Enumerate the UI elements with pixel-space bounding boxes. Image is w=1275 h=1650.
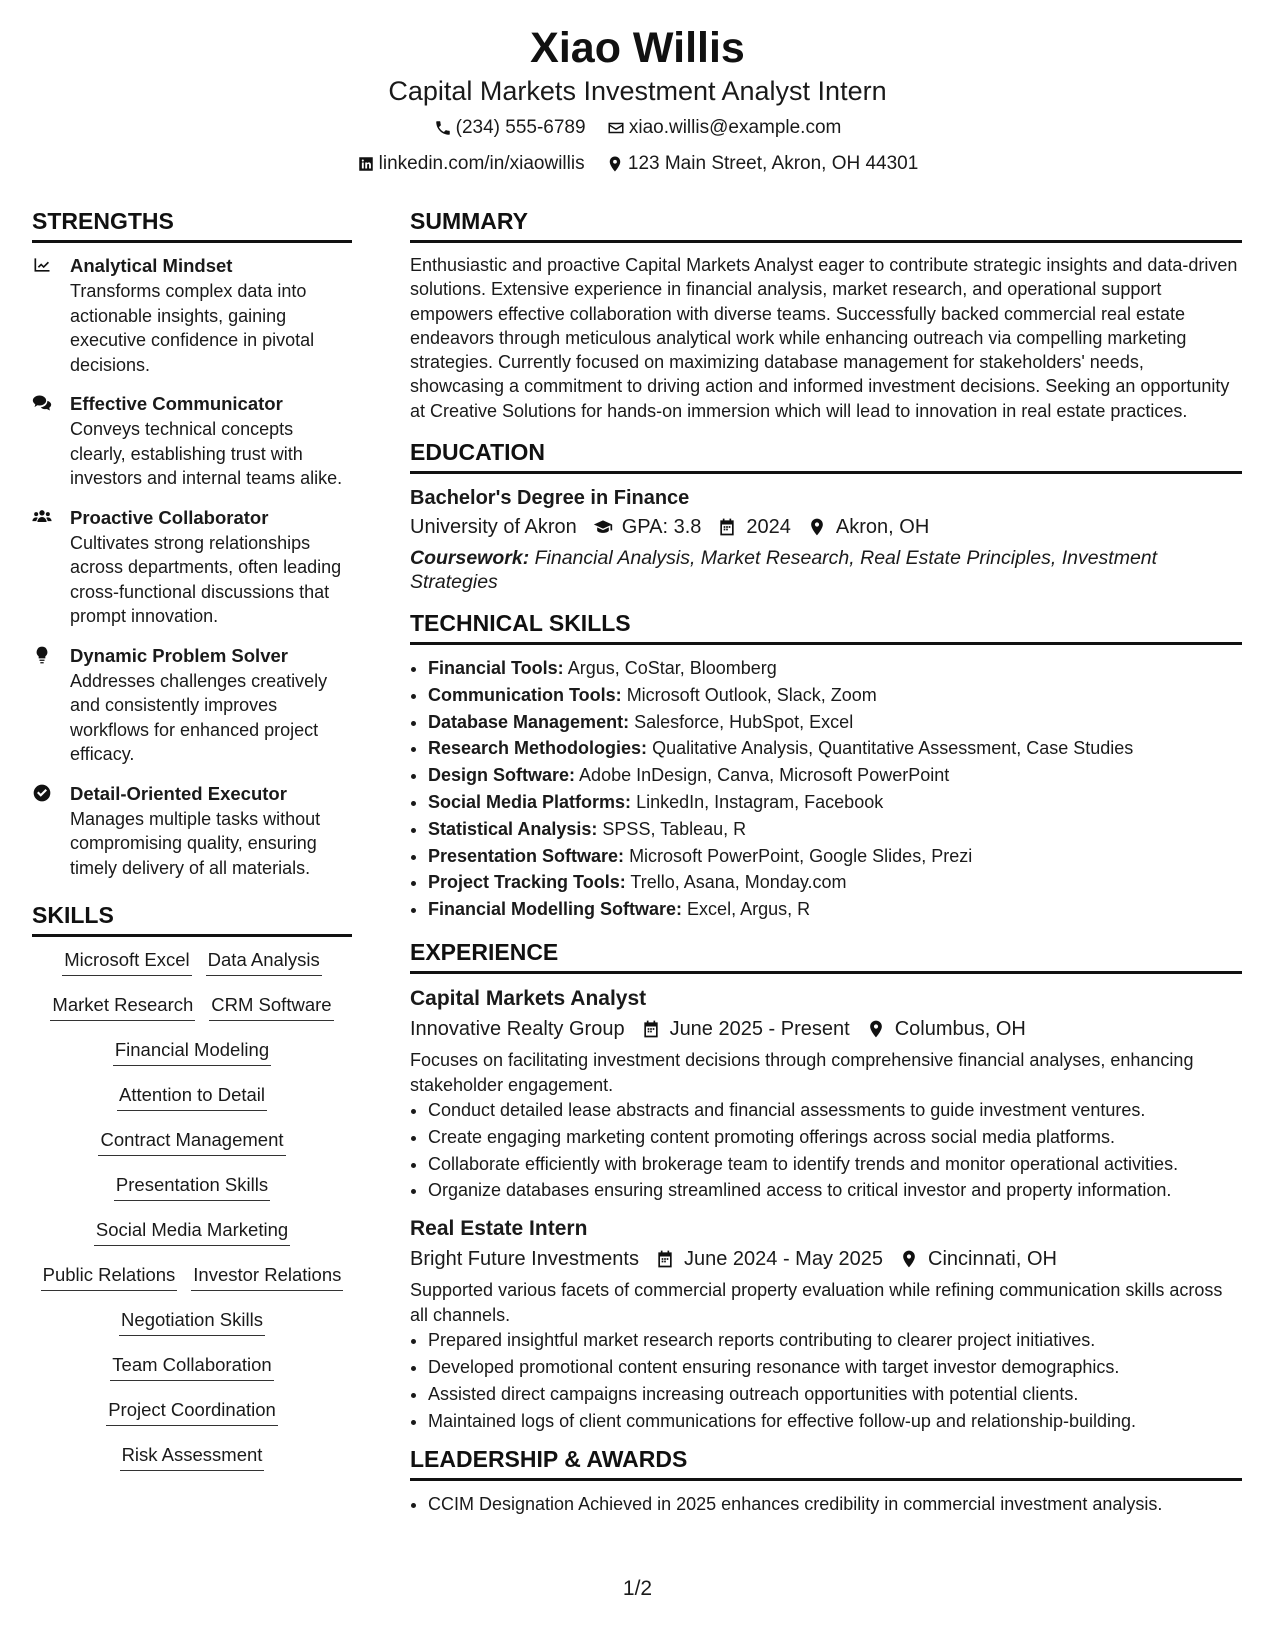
technical-skills-list — [410, 655, 1242, 923]
location-text: Columbus, OH — [894, 1018, 1026, 1041]
map-marker-icon — [807, 517, 827, 537]
dates-text: June 2024 - May 2025 — [683, 1248, 884, 1271]
coursework-text: Financial Analysis, Market Research, Real Estate Principles, Investment Strategies — [410, 547, 1158, 594]
tech-skill-label: Research Methodologies: — [428, 738, 648, 759]
strength-item — [32, 643, 352, 767]
tech-skill-item — [428, 896, 1242, 923]
email-contact[interactable] — [607, 116, 842, 140]
map-marker-icon — [899, 1249, 919, 1269]
job-dates — [655, 1244, 883, 1274]
skill-chip: CRM Software — [209, 992, 333, 1021]
skill-chip: Contract Management — [98, 1127, 285, 1156]
tech-skill-item — [428, 869, 1242, 896]
skill-chip: Negotiation Skills — [119, 1307, 265, 1336]
tech-skill-value: Salesforce, HubSpot, Excel — [634, 711, 854, 732]
skill-chip: Public Relations — [41, 1262, 178, 1291]
strength-item — [32, 253, 352, 377]
candidate-name: Xiao Willis — [530, 24, 745, 72]
job-bullet: • Developed promotional content ensuring resonance with target investor demographics. — [428, 1354, 1242, 1381]
users-icon — [32, 507, 52, 527]
tech-skill-value: SPSS, Tableau, R — [602, 818, 747, 839]
tech-skill-label: Communication Tools: — [428, 684, 622, 705]
strength-title: Analytical Mindset — [70, 255, 233, 276]
address-contact — [606, 152, 918, 176]
summary-text: Enthusiastic and proactive Capital Markets Analyst eager to contribute strategic insights and data-driven solutions. Extensive experience in financial analysis, market research, and operational support empowers effective collaboration with diverse teams. Successfully backed commercial real estate endeavors through meticulous analytical work while enhancing outreach via compelling marketing strategies. Currently focused on maximizing database management for stakeholders' needs, showcasing a commitment to driving action and informed investment decisions. Seeking an opportunity at Creative Solutions for hands-on immersion which will lead to innovation in real estate practices. — [410, 255, 1238, 421]
award-item: • CCIM Designation Achieved in 2025 enhances credibility in commercial investment analysis. — [428, 1491, 1242, 1518]
calendar-icon — [641, 1019, 661, 1039]
company-name: Bright Future Investments — [410, 1248, 639, 1271]
job-meta — [410, 1244, 1242, 1274]
page-number: 1/2 — [622, 1577, 653, 1600]
job-description: Supported various facets of commercial property evaluation while refining communication skills across all channels. — [410, 1280, 1223, 1325]
strength-title: Proactive Collaborator — [70, 506, 269, 528]
job-meta — [410, 1014, 1242, 1044]
job-location — [866, 1014, 1026, 1044]
company-name: Innovative Realty Group — [410, 1018, 625, 1041]
tech-skill-label: Social Media Platforms: — [428, 792, 632, 813]
comments-icon — [32, 393, 52, 413]
location-text: Cincinnati, OH — [928, 1248, 1057, 1271]
tech-skill-label: Financial Modelling Software: — [428, 899, 683, 920]
strength-desc: Addresses challenges creatively and consistently improves workflows for enhanced project efficacy. — [70, 670, 328, 764]
dates-text: June 2025 - Present — [669, 1018, 850, 1041]
linkedin-icon — [357, 155, 375, 173]
skill-chip: Risk Assessment — [120, 1442, 265, 1471]
strength-item — [32, 391, 352, 491]
tech-skill-value: Excel, Argus, R — [687, 899, 811, 920]
skill-chip: Financial Modeling — [113, 1037, 271, 1066]
contact-row-1 — [0, 116, 1275, 144]
graduation-year — [717, 512, 791, 542]
year-text: 2024 — [746, 516, 791, 539]
strength-desc: Transforms complex data into actionable insights, gaining executive confidence in pivotal decisions. — [70, 281, 315, 375]
job-dates — [641, 1014, 850, 1044]
strength-title: Effective Communicator — [70, 393, 283, 414]
tech-skill-item — [428, 709, 1242, 736]
lightbulb-icon — [32, 645, 52, 665]
job-location — [899, 1244, 1057, 1274]
job-bullets — [410, 1097, 1242, 1204]
skill-chip: Social Media Marketing — [94, 1217, 290, 1246]
job-title: Real Estate Intern — [410, 1217, 588, 1241]
skill-chip: Presentation Skills — [114, 1172, 270, 1201]
tech-skill-label: Design Software: — [428, 765, 576, 786]
tech-skill-value: Trello, Asana, Monday.com — [630, 872, 847, 893]
strength-title: Detail-Oriented Executor — [70, 782, 287, 804]
tech-skill-item — [428, 762, 1242, 789]
map-marker-icon — [866, 1019, 886, 1039]
check-circle-icon — [32, 783, 52, 803]
tech-skill-item — [428, 816, 1242, 843]
tech-skill-value: Adobe InDesign, Canva, Microsoft PowerPoint — [579, 765, 950, 786]
skill-chip: Attention to Detail — [117, 1082, 267, 1111]
graduation-cap-icon — [593, 517, 613, 537]
tech-skill-label: Project Tracking Tools: — [428, 872, 626, 893]
right-column — [410, 206, 1242, 1532]
job-bullets — [410, 1327, 1242, 1434]
phone-contact — [434, 116, 586, 140]
tech-skill-value: Argus, CoStar, Bloomberg — [567, 658, 777, 679]
skills-heading: SKILLS — [32, 900, 352, 937]
tech-skill-label: Financial Tools: — [428, 658, 564, 679]
job-title: Capital Markets Analyst — [410, 987, 647, 1011]
skill-chip: Microsoft Excel — [62, 947, 191, 976]
job-entry — [410, 984, 1242, 1204]
education-meta — [410, 512, 1242, 542]
degree-title: Bachelor's Degree in Finance — [410, 487, 690, 510]
address-text: 123 Main Street, Akron, OH 44301 — [627, 153, 919, 174]
leadership-heading: LEADERSHIP & AWARDS — [410, 1444, 1242, 1481]
tech-skill-value: Qualitative Analysis, Quantitative Assessment, Case Studies — [652, 738, 1134, 759]
linkedin-contact[interactable] — [357, 152, 585, 176]
tech-skill-item — [428, 843, 1242, 870]
strength-desc: Conveys technical concepts clearly, establishing trust with investors and internal teams alike. — [70, 419, 343, 488]
chart-line-icon — [32, 255, 52, 275]
leadership-list — [410, 1491, 1242, 1518]
location-text: Akron, OH — [835, 516, 930, 539]
strengths-list — [32, 253, 352, 880]
technical-skills-heading: TECHNICAL SKILLS — [410, 608, 1242, 645]
skill-chip: Team Collaboration — [110, 1352, 273, 1381]
skill-chip: Project Coordination — [106, 1397, 278, 1426]
skill-chip: Investor Relations — [191, 1262, 343, 1291]
job-entry — [410, 1214, 1242, 1434]
coursework — [410, 546, 1242, 594]
education-heading: EDUCATION — [410, 437, 1242, 474]
job-bullet: • Create engaging marketing content promoting offerings across social media platforms. — [428, 1124, 1242, 1151]
email-text: xiao.willis@example.com — [628, 117, 842, 138]
strength-desc: Manages multiple tasks without compromising quality, ensuring timely delivery of all materials. — [70, 808, 321, 878]
tech-skill-value: LinkedIn, Instagram, Facebook — [636, 792, 884, 813]
tech-skill-item — [428, 655, 1242, 682]
tech-skill-label: Database Management: — [428, 711, 630, 732]
job-bullet: • Conduct detailed lease abstracts and financial assessments to guide investment ventures. — [428, 1097, 1242, 1124]
job-bullet: • Organize databases ensuring streamlined access to critical investor and property information. — [428, 1177, 1242, 1204]
coursework-label: Coursework: — [410, 547, 530, 570]
strength-item — [32, 781, 352, 881]
experience-heading: EXPERIENCE — [410, 937, 1242, 974]
job-bullet: • Collaborate efficiently with brokerage team to identify trends and monitor operational activities. — [428, 1151, 1242, 1178]
linkedin-text: linkedin.com/in/xiaowillis — [378, 153, 585, 174]
gpa-text: GPA: 3.8 — [621, 516, 702, 539]
strengths-heading: STRENGTHS — [32, 206, 352, 243]
candidate-title: Capital Markets Investment Analyst Intern — [388, 76, 887, 106]
tech-skill-label: Statistical Analysis: — [428, 818, 598, 839]
tech-skill-label: Presentation Software: — [428, 845, 625, 866]
school-name: University of Akron — [410, 516, 577, 539]
resume-header — [0, 22, 1275, 180]
contact-row-2 — [0, 152, 1275, 180]
summary-heading: SUMMARY — [410, 206, 1242, 243]
calendar-icon — [717, 517, 737, 537]
strength-item — [32, 505, 352, 629]
tech-skill-item — [428, 789, 1242, 816]
tech-skill-value: Microsoft Outlook, Slack, Zoom — [626, 684, 877, 705]
envelope-icon — [607, 119, 625, 137]
job-bullet: • Maintained logs of client communications for effective follow-up and relationship-building. — [428, 1408, 1242, 1435]
job-bullet: • Prepared insightful market research reports contributing to clearer project initiatives. — [428, 1327, 1242, 1354]
gpa — [593, 512, 702, 542]
phone-text: (234) 555-6789 — [455, 117, 586, 138]
tech-skill-item — [428, 682, 1242, 709]
education-location — [807, 512, 929, 542]
skill-chip: Market Research — [50, 992, 195, 1021]
job-bullet: • Assisted direct campaigns increasing outreach opportunities with potential clients. — [428, 1381, 1242, 1408]
strength-desc: Cultivates strong relationships across departments, often leading cross-functional discussions that prompt innovation. — [70, 532, 342, 626]
strength-title: Dynamic Problem Solver — [70, 644, 288, 666]
job-description: Focuses on facilitating investment decisions through comprehensive financial analyses, enhancing stakeholder engagement. — [410, 1050, 1194, 1095]
skill-chip: Data Analysis — [206, 947, 322, 976]
map-marker-icon — [606, 155, 624, 173]
left-column — [32, 206, 352, 1487]
phone-icon — [434, 119, 452, 137]
skills-list — [32, 947, 352, 1473]
tech-skill-value: Microsoft PowerPoint, Google Slides, Prezi — [629, 845, 973, 866]
calendar-icon — [655, 1249, 675, 1269]
tech-skill-item — [428, 735, 1242, 762]
